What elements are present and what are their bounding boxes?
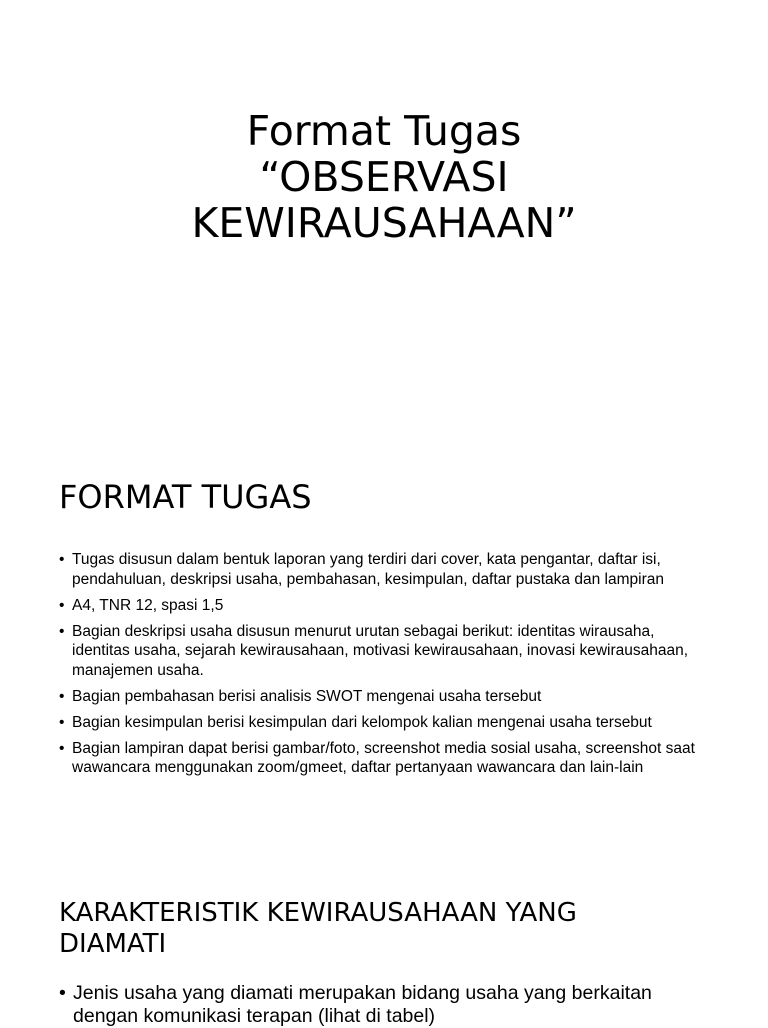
slide-heading: FORMAT TUGAS — [59, 478, 312, 516]
slide-karakteristik — [0, 864, 768, 1027]
bullet-item — [59, 687, 709, 707]
bullet-item — [59, 596, 709, 616]
bullet-icon: • — [59, 622, 65, 640]
bullet-item — [59, 550, 709, 589]
slide-title — [0, 0, 768, 432]
title-line: Format Tugas — [246, 107, 522, 155]
slide-title-heading — [0, 108, 768, 246]
bullet-text: Jenis usaha yang diamati merupakan bidang usaha yang berkaitan dengan komunikasi terapan (lihat di tabel) — [73, 982, 652, 1027]
bullet-icon: • — [59, 596, 65, 614]
bullet-icon: • — [59, 982, 66, 1004]
bullet-list — [59, 550, 709, 784]
bullet-text: Bagian kesimpulan berisi kesimpulan dari kelompok kalian mengenai usaha tersebut — [72, 713, 652, 731]
bullet-icon: • — [59, 551, 65, 568]
bullet-icon: • — [59, 687, 65, 705]
bullet-icon: • — [59, 713, 65, 731]
slide-format-tugas — [0, 432, 768, 864]
title-line: “OBSERVASI — [259, 153, 509, 201]
bullet-item — [59, 713, 709, 733]
bullet-text: Bagian pembahasan berisi analisis SWOT mengenai usaha tersebut — [72, 687, 542, 705]
bullet-text: A4, TNR 12, spasi 1,5 — [72, 596, 224, 614]
bullet-icon: • — [59, 739, 65, 757]
heading-line: DIAMATI — [59, 929, 167, 959]
bullet-text: Bagian lampiran dapat berisi gambar/foto, screenshot media sosial usaha, screenshot saat wawancara menggunakan zoom/gmeet, daftar pertanyaan wawancara dan lain-lain — [72, 739, 695, 776]
bullet-list — [59, 982, 709, 1028]
title-line: KEWIRAUSAHAAN” — [191, 199, 577, 247]
bullet-text: Bagian deskripsi usaha disusun menurut urutan sebagai berikut: identitas wirausaha, identitas usaha, sejarah kewirausahaan, motivasi kewirausahaan, inovasi kewirausahaan, manajemen usaha. — [72, 622, 689, 679]
slide-heading — [59, 898, 577, 960]
bullet-item — [59, 622, 709, 681]
heading-line: KARAKTERISTIK KEWIRAUSAHAAN YANG — [59, 898, 577, 928]
bullet-item — [59, 982, 709, 1028]
bullet-item — [59, 739, 709, 778]
bullet-text: Tugas disusun dalam bentuk laporan yang terdiri dari cover, kata pengantar, daftar isi, pendahuluan, deskripsi usaha, pembahasan, kesimpulan, daftar pustaka dan lampiran — [72, 551, 664, 588]
